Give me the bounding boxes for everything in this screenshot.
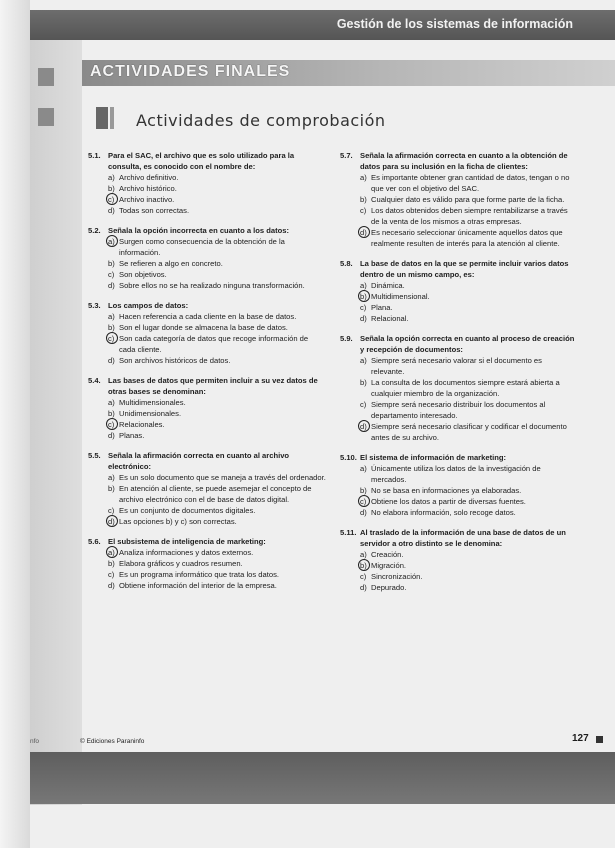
question <box>340 150 575 249</box>
question-header <box>88 225 326 236</box>
option-text: Son objetivos. <box>119 270 167 279</box>
option-text: Unidimensionales. <box>119 409 182 418</box>
question-number: 5.8. <box>340 259 353 268</box>
option-text: Es un solo documento que se maneja a través del ordenador. <box>119 473 326 482</box>
answer-option <box>340 172 575 194</box>
question-header <box>340 452 575 463</box>
question <box>340 527 575 593</box>
answer-option <box>340 507 575 518</box>
option-text: Es importante obtener gran cantidad de datos, tengan o no que ver con el objetivo del SAC. <box>371 173 570 193</box>
option-text: Depurado. <box>371 583 407 592</box>
answer-option <box>88 483 326 505</box>
answer-option <box>340 302 575 313</box>
question-stem: Señala la afirmación correcta en cuanto a la obtención de datos para su inclusión en la ficha de clientes: <box>360 151 568 171</box>
option-letter: a) <box>360 550 367 559</box>
question-stem: La base de datos en la que se permite incluir varios datos dentro de un mismo campo, es: <box>360 259 569 279</box>
question <box>88 300 326 366</box>
option-text: No se basa en informaciones ya elaboradas. <box>371 486 522 495</box>
page-number: 127 <box>572 733 589 744</box>
question-number: 5.6. <box>88 537 101 546</box>
option-text: Sincronización. <box>371 572 423 581</box>
option-letter: c) <box>108 333 119 355</box>
answer-option <box>88 269 326 280</box>
option-letter: d) <box>108 281 115 290</box>
question-header <box>340 527 575 549</box>
option-letter: b) <box>108 484 115 493</box>
question-number: 5.1. <box>88 151 101 160</box>
answer-option <box>88 172 326 183</box>
answer-option-circled <box>340 496 575 507</box>
question <box>340 333 575 443</box>
answer-option <box>88 408 326 419</box>
option-text: Obtiene los datos a partir de diversas fuentes. <box>371 497 526 506</box>
option-letter: c) <box>108 506 115 515</box>
header-title: Gestión de los sistemas de información <box>336 17 573 31</box>
question-number: 5.3. <box>88 301 101 310</box>
option-text: Las opciones b) y c) son correctas. <box>119 517 237 526</box>
option-text: Los datos obtenidos deben siempre rentabilizarse a través de la venta de los mismos a otras empresas. <box>371 206 568 226</box>
answer-option <box>88 205 326 216</box>
answer-option-circled <box>340 291 575 302</box>
option-letter: d) <box>108 356 115 365</box>
option-text: Dinámica. <box>371 281 405 290</box>
answer-option <box>88 183 326 194</box>
option-letter: c) <box>360 496 371 507</box>
answer-option <box>340 280 575 291</box>
option-text: Siempre será necesario clasificar y codificar el documento antes de su archivo. <box>371 422 567 442</box>
answer-option-circled <box>88 419 326 430</box>
option-text: Es necesario seleccionar únicamente aquellos datos que realmente resulten de interés para la atención al cliente. <box>371 228 563 248</box>
answer-option <box>88 505 326 516</box>
answer-option <box>340 549 575 560</box>
answer-option <box>340 582 575 593</box>
answer-option <box>340 313 575 324</box>
question-header <box>88 450 326 472</box>
option-text: Planas. <box>119 431 145 440</box>
answer-option <box>88 569 326 580</box>
banner-title: ACTIVIDADES FINALES <box>90 63 291 80</box>
option-letter: c) <box>108 570 115 579</box>
option-letter: d) <box>108 431 115 440</box>
option-text: Relacional. <box>371 314 409 323</box>
question-header <box>88 150 326 172</box>
question <box>340 452 575 518</box>
option-letter: c) <box>360 400 367 409</box>
option-text: Todas son correctas. <box>119 206 190 215</box>
option-letter: d) <box>108 206 115 215</box>
question-header <box>340 258 575 280</box>
answer-option-circled <box>340 421 575 443</box>
option-text: Multidimensional. <box>371 292 430 301</box>
answer-option <box>340 485 575 496</box>
option-text: Es un programa informático que trata los datos. <box>119 570 279 579</box>
margin-square-icon <box>38 68 54 86</box>
option-letter: d) <box>360 583 367 592</box>
option-text: Archivo inactivo. <box>119 195 175 204</box>
option-text: La consulta de los documentos siempre estará abierta a cualquier miembro de la organización. <box>371 378 560 398</box>
option-letter: c) <box>108 419 119 430</box>
option-text: Hacen referencia a cada cliente en la base de datos. <box>119 312 297 321</box>
footer-band <box>30 752 615 804</box>
question-stem: Señala la opción incorrecta en cuanto a los datos: <box>108 226 290 235</box>
option-text: Se refieren a algo en concreto. <box>119 259 223 268</box>
page-number-square-icon <box>596 736 603 743</box>
option-letter: d) <box>108 516 119 527</box>
question-number: 5.2. <box>88 226 101 235</box>
answer-option <box>88 258 326 269</box>
answer-option <box>88 355 326 366</box>
answer-option-circled <box>88 236 326 258</box>
question-number: 5.7. <box>340 151 353 160</box>
option-letter: b) <box>108 323 115 332</box>
question-header <box>88 300 326 311</box>
option-text: Son cada categoría de datos que recoge información de cada cliente. <box>119 334 309 354</box>
section-bar-icon <box>110 107 114 129</box>
answer-option <box>340 205 575 227</box>
answer-option <box>340 463 575 485</box>
option-letter: b) <box>108 259 115 268</box>
left-margin-strip <box>30 40 82 805</box>
answer-option-circled <box>340 227 575 249</box>
option-text: Son el lugar donde se almacena la base de datos. <box>119 323 288 332</box>
footer-edge-text: nfo <box>30 738 40 745</box>
answer-option <box>88 311 326 322</box>
option-text: Siempre será necesario valorar si el documento es relevante. <box>371 356 542 376</box>
margin-square-icon <box>38 108 54 126</box>
answer-option <box>88 472 326 483</box>
option-letter: c) <box>360 303 367 312</box>
option-letter: d) <box>360 227 371 249</box>
option-text: Obtiene información del interior de la empresa. <box>119 581 277 590</box>
question-stem: Al traslado de la información de una base de datos de un servidor a otro distinto se le denomina: <box>360 528 566 548</box>
option-text: Multidimensionales. <box>119 398 186 407</box>
answer-option <box>88 322 326 333</box>
answer-option <box>340 355 575 377</box>
answer-option-circled <box>88 547 326 558</box>
answer-option-circled <box>88 194 326 205</box>
question <box>340 258 575 324</box>
option-letter: a) <box>108 173 115 182</box>
question-number: 5.10. <box>340 453 357 462</box>
answer-option <box>340 571 575 582</box>
question-stem: Para el SAC, el archivo que es solo utilizado para la consulta, es conocido con el nombre de: <box>108 151 295 171</box>
option-letter: b) <box>360 291 371 302</box>
option-letter: b) <box>108 409 115 418</box>
question-header <box>88 536 326 547</box>
option-letter: a) <box>360 464 367 473</box>
option-letter: c) <box>108 270 115 279</box>
section-title: Actividades de comprobación <box>136 111 386 130</box>
publisher-credit: © Ediciones Paraninfo <box>80 738 145 745</box>
option-letter: a) <box>108 473 115 482</box>
question-header <box>340 150 575 172</box>
option-letter: a) <box>108 398 115 407</box>
option-text: Únicamente utiliza los datos de la investigación de mercados. <box>371 464 541 484</box>
option-letter: a) <box>108 312 115 321</box>
question-stem: Señala la opción correcta en cuanto al proceso de creación y recepción de documentos: <box>360 334 575 354</box>
option-letter: b) <box>108 184 115 193</box>
answer-option <box>340 377 575 399</box>
option-letter: b) <box>360 560 371 571</box>
question-stem: El subsistema de inteligencia de marketing: <box>108 537 266 546</box>
question-stem: Señala la afirmación correcta en cuanto al archivo electrónico: <box>108 451 290 471</box>
answer-option <box>88 280 326 291</box>
question-number: 5.9. <box>340 334 353 343</box>
answer-option-circled <box>88 333 326 355</box>
spine-shadow <box>0 0 30 848</box>
option-text: Plana. <box>371 303 393 312</box>
option-text: Migración. <box>371 561 407 570</box>
right-column <box>340 150 575 602</box>
question-number: 5.11. <box>340 528 357 537</box>
question-header <box>340 333 575 355</box>
question-stem: Los campos de datos: <box>108 301 189 310</box>
answer-option <box>88 430 326 441</box>
option-letter: a) <box>360 173 367 182</box>
option-letter: d) <box>360 421 371 443</box>
question-header <box>88 375 326 397</box>
option-letter: a) <box>108 547 119 558</box>
answer-option <box>88 580 326 591</box>
section-bar-icon <box>96 107 108 129</box>
option-letter: d) <box>108 581 115 590</box>
answer-option <box>88 558 326 569</box>
option-text: Cualquier dato es válido para que forme parte de la ficha. <box>371 195 565 204</box>
option-text: Es un conjunto de documentos digitales. <box>119 506 256 515</box>
option-text: Siempre será necesario distribuir los documentos al departamento interesado. <box>371 400 546 420</box>
option-letter: d) <box>360 314 367 323</box>
option-text: Archivo histórico. <box>119 184 177 193</box>
left-column <box>88 150 326 600</box>
answer-option <box>88 397 326 408</box>
option-letter: c) <box>360 572 367 581</box>
option-text: Creación. <box>371 550 404 559</box>
option-letter: b) <box>360 195 367 204</box>
option-text: Surgen como consecuencia de la obtención de la información. <box>119 237 285 257</box>
option-letter: c) <box>360 206 367 215</box>
question <box>88 150 326 216</box>
option-letter: c) <box>108 194 119 205</box>
question-stem: Las bases de datos que permiten incluir a su vez datos de otras bases se denominan: <box>108 376 318 396</box>
option-letter: a) <box>360 356 367 365</box>
option-letter: a) <box>108 236 119 258</box>
answer-option <box>340 399 575 421</box>
option-letter: a) <box>360 281 367 290</box>
option-text: Relacionales. <box>119 420 165 429</box>
option-text: Son archivos históricos de datos. <box>119 356 231 365</box>
question <box>88 536 326 591</box>
option-letter: b) <box>360 486 367 495</box>
answer-option <box>340 194 575 205</box>
answer-option-circled <box>88 516 326 527</box>
option-text: No elabora información, solo recoge datos. <box>371 508 516 517</box>
option-letter: d) <box>360 508 367 517</box>
question <box>88 225 326 291</box>
option-text: Archivo definitivo. <box>119 173 179 182</box>
option-letter: b) <box>108 559 115 568</box>
answer-option-circled <box>340 560 575 571</box>
question-number: 5.5. <box>88 451 101 460</box>
option-text: En atención al cliente, se puede asemejar el concepto de archivo electrónico con el de base de datos digital. <box>119 484 312 504</box>
option-letter: b) <box>360 378 367 387</box>
question-stem: El sistema de información de marketing: <box>360 453 507 462</box>
question <box>88 450 326 527</box>
question-number: 5.4. <box>88 376 101 385</box>
question <box>88 375 326 441</box>
option-text: Sobre ellos no se ha realizado ninguna transformación. <box>119 281 305 290</box>
option-text: Analiza informaciones y datos externos. <box>119 548 254 557</box>
option-text: Elabora gráficos y cuadros resumen. <box>119 559 243 568</box>
